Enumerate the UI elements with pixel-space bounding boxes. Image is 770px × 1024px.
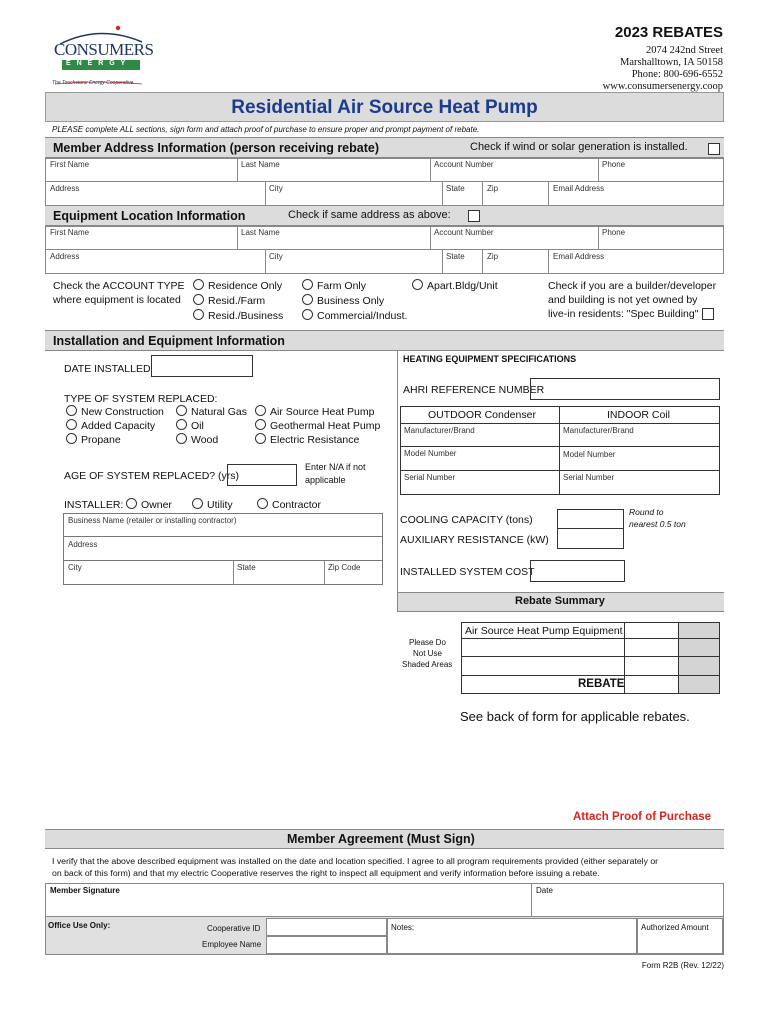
round-note2: nearest 0.5 ton xyxy=(629,519,686,529)
builder-label1: Check if you are a builder/developer xyxy=(548,280,717,292)
account-type-label2: where equipment is located xyxy=(53,294,181,306)
agreement-text2: on back of this form) and that my electric Cooperative reserves the right to inspect all equipment and verify information before issuing a rebate. xyxy=(52,868,600,878)
location-account-number[interactable]: Account Number xyxy=(434,228,494,237)
outdoor-heading: OUTDOOR Condenser xyxy=(428,409,536,421)
opt-propane[interactable]: Propane xyxy=(66,433,121,446)
form-title: Residential Air Source Heat Pump xyxy=(231,97,538,118)
age-replaced-field[interactable] xyxy=(227,464,297,486)
coop-phone: Phone: 800-696-6552 xyxy=(631,69,723,80)
coop-address2: Marshalltown, IA 50158 xyxy=(620,57,723,68)
shaded-cell-1 xyxy=(678,623,719,693)
rebate-summary-heading: Rebate Summary xyxy=(515,595,605,607)
auxiliary-field[interactable] xyxy=(557,529,624,549)
opt-oil[interactable]: Oil xyxy=(176,419,204,432)
opt-natural-gas[interactable]: Natural Gas xyxy=(176,405,247,418)
member-email[interactable]: Email Address xyxy=(553,184,605,193)
indoor-serial[interactable]: Serial Number xyxy=(563,473,615,482)
cooling-field[interactable] xyxy=(557,509,624,529)
coop-address1: 2074 242nd Street xyxy=(646,45,723,56)
location-address[interactable]: Address xyxy=(50,252,80,261)
ahri-label: AHRI REFERENCE NUMBER xyxy=(403,384,545,396)
outdoor-serial[interactable]: Serial Number xyxy=(404,473,456,482)
opt-resid-business[interactable]: Resid./Business xyxy=(193,309,283,322)
rebate-total-label: REBATE xyxy=(578,678,625,690)
rebate-equipment-label: Air Source Heat Pump Equipment xyxy=(465,625,623,637)
office-use-label: Office Use Only: xyxy=(48,921,111,930)
indoor-heading: INDOOR Coil xyxy=(607,409,671,421)
date-installed-field[interactable] xyxy=(151,355,253,377)
see-back-note: See back of form for applicable rebates. xyxy=(460,709,690,724)
member-state[interactable]: State xyxy=(446,184,465,193)
wind-solar-checkbox[interactable] xyxy=(708,143,720,155)
member-heading: Member Address Information (person receiving rebate) xyxy=(53,141,380,155)
member-city[interactable]: City xyxy=(269,184,283,193)
logo-tagline: The Touchstone Energy Cooperative xyxy=(52,80,134,86)
opt-contractor[interactable]: Contractor xyxy=(257,498,321,511)
form-title-bar xyxy=(45,92,724,122)
rebate-year-title: 2023 REBATES xyxy=(614,24,723,41)
signature-date-field[interactable]: Date xyxy=(536,886,553,895)
opt-added-capacity[interactable]: Added Capacity xyxy=(66,419,155,432)
opt-resid-farm[interactable]: Resid./Farm xyxy=(193,294,265,307)
cooling-label: COOLING CAPACITY (tons) xyxy=(400,514,533,526)
opt-business-only[interactable]: Business Only xyxy=(302,294,384,307)
employee-name-label: Employee Name xyxy=(202,940,262,949)
installer-state-label: State xyxy=(237,563,256,572)
same-address-label: Check if same address as above: xyxy=(288,209,451,221)
coop-id-label: Cooperative ID xyxy=(207,924,261,933)
ahri-field[interactable] xyxy=(530,378,720,400)
location-email[interactable]: Email Address xyxy=(553,252,605,261)
opt-new-construction[interactable]: New Construction xyxy=(66,405,164,418)
please-note1: Please Do xyxy=(409,638,446,647)
auxiliary-label: AUXILIARY RESISTANCE (kW) xyxy=(400,534,549,546)
builder-label2: and building is not yet owned by xyxy=(548,294,698,306)
outdoor-manufacturer[interactable]: Manufacturer/Brand xyxy=(404,426,475,435)
location-state[interactable]: State xyxy=(446,252,465,261)
member-first-name[interactable]: First Name xyxy=(50,160,90,169)
na-note1: Enter N/A if not xyxy=(305,462,366,472)
indoor-manufacturer[interactable]: Manufacturer/Brand xyxy=(563,426,634,435)
agreement-text1: I verify that the above described equipment was installed on the date and location specified. I agree to all program requirements provided (either separately or xyxy=(52,856,659,866)
installer-address-field[interactable] xyxy=(63,537,383,561)
opt-farm-only[interactable]: Farm Only xyxy=(302,279,366,292)
opt-wood[interactable]: Wood xyxy=(176,433,218,446)
date-installed-label: DATE INSTALLED xyxy=(64,363,151,375)
member-row2 xyxy=(45,182,724,206)
member-phone[interactable]: Phone xyxy=(602,160,626,169)
installer-zip-label: Zip Code xyxy=(328,563,361,572)
signature-row xyxy=(45,883,724,917)
specs-heading: HEATING EQUIPMENT SPECIFICATIONS xyxy=(403,354,577,364)
installer-label: INSTALLER: xyxy=(64,499,124,511)
installed-cost-label: INSTALLED SYSTEM COST xyxy=(400,566,535,578)
same-address-checkbox[interactable] xyxy=(468,210,480,222)
location-last-name[interactable]: Last Name xyxy=(241,228,280,237)
installed-cost-field[interactable] xyxy=(530,560,625,582)
member-zip[interactable]: Zip xyxy=(487,184,499,193)
na-note2: applicable xyxy=(305,475,346,485)
installer-city-label: City xyxy=(68,563,82,572)
location-row2 xyxy=(45,250,724,274)
notes-label: Notes: xyxy=(391,923,415,932)
form-number: Form R2B (Rev. 12/22) xyxy=(641,961,724,970)
member-account-number[interactable]: Account Number xyxy=(434,160,494,169)
round-note1: Round to xyxy=(629,507,664,517)
agreement-heading: Member Agreement (Must Sign) xyxy=(287,832,475,846)
installation-heading: Installation and Equipment Information xyxy=(53,334,285,348)
coop-id-field[interactable] xyxy=(266,918,387,936)
coop-website: www.consumersenergy.coop xyxy=(602,81,723,92)
logo xyxy=(50,22,154,92)
opt-geothermal[interactable]: Geothermal Heat Pump xyxy=(255,419,380,432)
location-phone[interactable]: Phone xyxy=(602,228,626,237)
member-signature-field[interactable]: Member Signature xyxy=(50,886,120,895)
outdoor-model[interactable]: Model Number xyxy=(404,449,457,458)
opt-apart-bldg[interactable]: Apart.Bldg/Unit xyxy=(412,279,498,292)
logo-text: CONSUMERS xyxy=(54,40,154,59)
logo-sub: E N E R G Y xyxy=(66,60,128,67)
age-replaced-label: AGE OF SYSTEM REPLACED? (yrs) xyxy=(64,470,240,482)
employee-name-field[interactable] xyxy=(266,936,387,954)
instructions: PLEASE complete ALL sections, sign form and attach proof of purchase to ensure proper and prompt payment of rebate. xyxy=(52,125,480,134)
indoor-model[interactable]: Model Number xyxy=(563,450,616,459)
please-note3: Shaded Areas xyxy=(402,660,453,669)
opt-utility[interactable]: Utility xyxy=(192,498,233,511)
builder-label3: live-in residents: "Spec Building" xyxy=(548,308,699,320)
installer-address-label: Address xyxy=(68,540,98,549)
wind-solar-label: Check if wind or solar generation is installed. xyxy=(470,141,688,153)
please-note2: Not Use xyxy=(413,649,442,658)
opt-commercial[interactable]: Commercial/Indust. xyxy=(302,309,407,322)
opt-residence-only[interactable]: Residence Only xyxy=(193,279,282,292)
opt-air-source[interactable]: Air Source Heat Pump xyxy=(255,405,374,418)
member-last-name[interactable]: Last Name xyxy=(241,160,280,169)
attach-proof: Attach Proof of Purchase xyxy=(573,811,712,823)
location-zip[interactable]: Zip xyxy=(487,252,499,261)
type-replaced-label: TYPE OF SYSTEM REPLACED: xyxy=(64,393,218,405)
opt-electric-resistance[interactable]: Electric Resistance xyxy=(255,433,359,446)
opt-owner[interactable]: Owner xyxy=(126,498,172,511)
business-name-label: Business Name (retailer or installing contractor) xyxy=(68,516,237,525)
location-city[interactable]: City xyxy=(269,252,283,261)
account-type-label1: Check the ACCOUNT TYPE xyxy=(53,280,185,292)
authorized-amount-label: Authorized Amount xyxy=(641,923,709,932)
member-address[interactable]: Address xyxy=(50,184,80,193)
spec-building-checkbox[interactable] xyxy=(702,308,714,320)
location-first-name[interactable]: First Name xyxy=(50,228,90,237)
notes-field[interactable] xyxy=(387,918,637,954)
location-heading: Equipment Location Information xyxy=(53,209,246,223)
